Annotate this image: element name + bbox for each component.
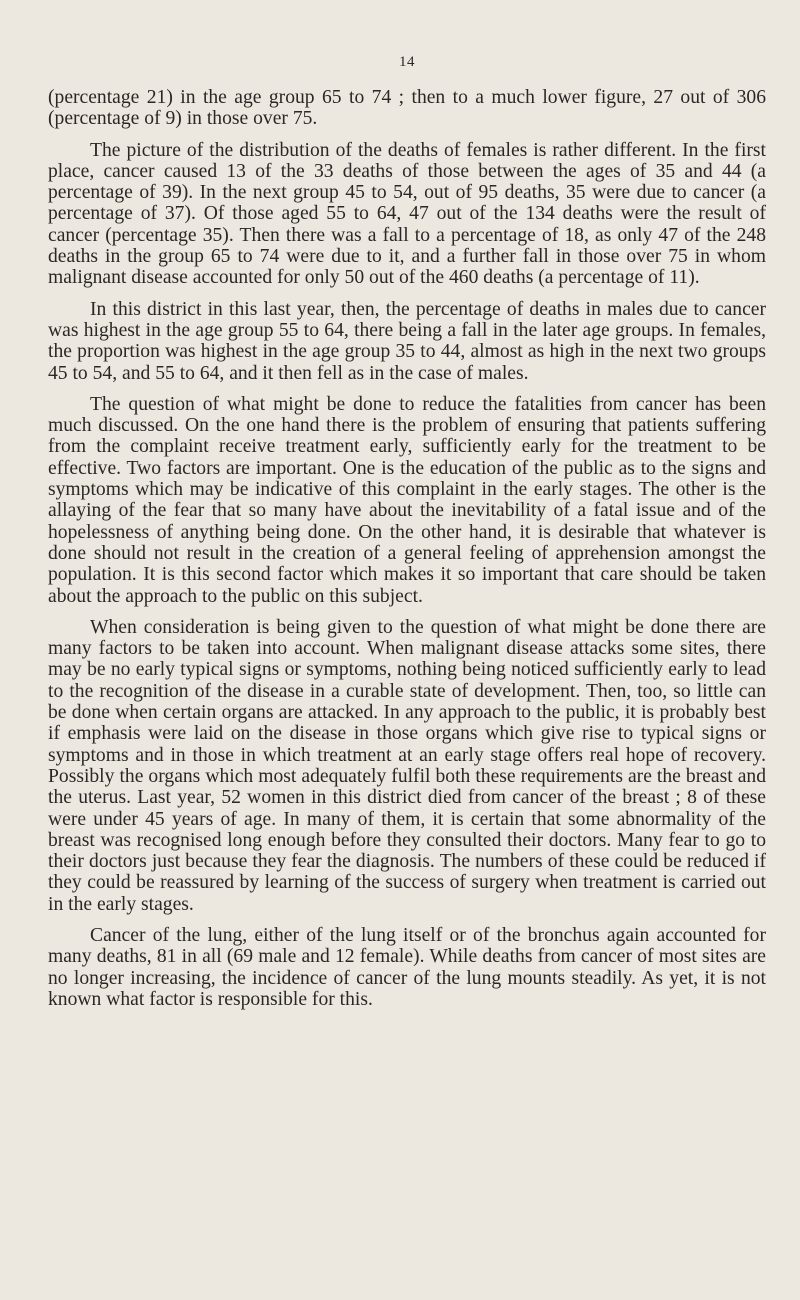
paragraph-summary: In this district in this last year, then, the percentage of deaths in males due to cancer was highest in the age group 55 to 64, there being a fall in the later age groups. In females, the proportion was highest in the age group 35 to 44, almost as high in the next two groups 45 to 54, and 55 to 64, and it then fell as in the case of males. [48,298,766,384]
page-number: 14 [399,54,415,70]
paragraph-reducing-fatalities: The question of what might be done to reduce the fatalities from cancer has been much discussed. On the one hand there is the problem of ensuring that patients suffering from the complaint receive treatment early, sufficiently early for the treatment to be effective. Two factors are important. One is the education of the public as to the signs and symptoms which may be indicative of this complaint in the early stages. The other is the allaying of the fear that so many have about the inevitability of a fatal issue and of the hopelessness of anything being done. On the other hand, it is desirable that whatever is done should not result in the creation of a general feeling of apprehension amongst the population. It is this second factor which makes it so important that care should be taken about the approach to the public on this subject. [48,393,766,607]
paragraph-lung-cancer: Cancer of the lung, either of the lung itself or of the bronchus again accounted for many deaths, 81 in all (69 male and 12 female). While deaths from cancer of most sites are no longer increasing, the incidence of cancer of the lung mounts steadily. As yet, it is not known what factor is responsible for this. [48,924,766,1010]
paragraph-continuation: (percentage 21) in the age group 65 to 74 ; then to a much lower figure, 27 out of 306 (percentage of 9) in those over 75. [48,87,766,130]
paragraph-female-deaths: The picture of the distribution of the deaths of females is rather different. In the first place, cancer caused 13 of the 33 deaths of those between the ages of 35 and 44 (a percentage of 39). In the next group 45 to 54, out of 95 deaths, 35 were due to cancer (a percentage of 37). Of those aged 55 to 64, 47 out of the 134 deaths were the result of cancer (percentage 35). Then there was a fall to a percentage of 18, as only 47 of the 248 deaths in the group 65 to 74 were due to it, and a further fall in those over 75 in whom malignant disease accounted for only 50 out of the 460 deaths (a percentage of 11). [48,139,766,289]
paragraph-considerations: When consideration is being given to the question of what might be done there are many factors to be taken into account. When malignant disease attacks some sites, there may be no early typical signs or symptoms, nothing being noticed sufficiently early to lead to the recognition of the disease in a curable state of development. Then, too, so little can be done when certain organs are attacked. In any approach to the public, it is probably best if emphasis were laid on the disease in those organs which give rise to typical signs or symptoms and in those in which treatment at an early stage offers real hope of recovery. Possibly the organs which most adequately fulfil both these requirements are the breast and the uterus. Last year, 52 women in this district died from cancer of the breast ; 8 of these were under 45 years of age. In many of them, it is certain that some abnormality of the breast was recognised long enough before they consulted their doctors. Many fear to go to their doctors just because they fear the diagnosis. The numbers of these could be reduced if they could be reassured by learning of the success of surgery when treatment is carried out in the early stages. [48,616,766,915]
